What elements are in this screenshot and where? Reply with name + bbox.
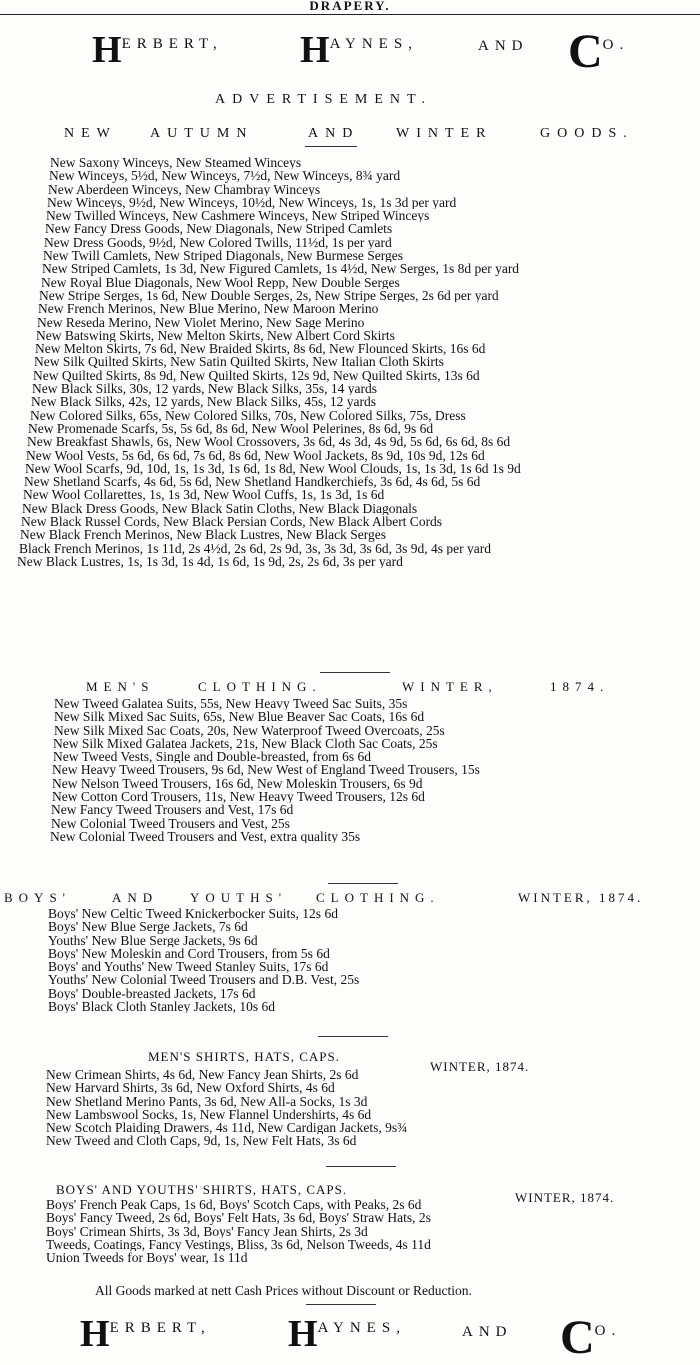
mens-line: New Tweed Vests, Single and Double-breasted, from 6s 6d <box>53 750 371 764</box>
autumn-line: New Twill Camlets, New Striped Diagonals, New Burmese Serges <box>43 249 403 263</box>
autumn-line: New Quilted Skirts, 8s 9d, New Quilted Skirts, 12s 9d, New Quilted Skirts, 13s 6d <box>33 368 480 383</box>
mens-line: New Silk Mixed Sac Suits, 65s, New Blue Beaver Sac Coats, 16s 6d <box>54 710 425 724</box>
mens-word-3: WINTER, <box>402 679 498 694</box>
autumn-line: New Silk Quilted Skirts, New Satin Quilted Skirts, New Italian Cloth Skirts <box>34 355 444 369</box>
section-header: DRAPERY. <box>309 0 391 13</box>
shirts-heading-right: WINTER, 1874. <box>430 1059 530 1074</box>
boys-shirts-list <box>46 1198 700 1264</box>
youth-shirts-heading: BOYS' AND YOUTHS' SHIRTS, HATS, CAPS. <box>56 1182 348 1197</box>
footer-note: All Goods marked at nett Cash Prices without Discount or Reduction. <box>95 1283 472 1298</box>
youth_shirts-line: Boys' French Peak Caps, 1s 6d, Boys' Scotch Caps, with Peaks, 2s 6d <box>46 1198 422 1212</box>
autumn-line: New Reseda Merino, New Violet Merino, New Sage Merino <box>37 315 365 329</box>
autumn-word-2: AUTUMN <box>150 126 254 141</box>
boys-word-4: CLOTHING. <box>316 890 440 905</box>
mens-line: New Silk Mixed Sac Coats, 20s, New Waterproof Tweed Overcoats, 25s <box>54 723 445 737</box>
autumn-line: New Winceys, 9½d, New Winceys, 10½d, New Winceys, 1s, 1s 3d per yard <box>47 195 457 210</box>
shirts-line: New Lambswool Socks, 1s, New Flannel Undershirts, 4s 6d <box>46 1107 372 1122</box>
boys-line: Youths' New Blue Serge Jackets, 9s 6d <box>48 933 258 947</box>
firm-name-top <box>0 25 700 78</box>
boys-word-1: BOYS' <box>4 890 72 905</box>
autumn-line: New Shetland Scarfs, 4s 6d, 5s 6d, New Shetland Handkerchiefs, 3s 6d, 4s 6d, 5s 6d <box>24 475 481 489</box>
autumn-line: New Saxony Winceys, New Steamed Winceys <box>50 156 302 170</box>
autumn-line: New Wool Scarfs, 9d, 10d, 1s, 1s 3d, 1s 6d, 1s 8d, New Wool Clouds, 1s, 1s 3d, 1s 6d 1s 9d <box>25 461 521 476</box>
boys-line: Boys' New Blue Serge Jackets, 7s 6d <box>48 920 248 934</box>
mens-shirts-list <box>46 1068 700 1148</box>
autumn-word-3: AND <box>308 126 360 141</box>
autumn-line: New Winceys, 5½d, New Winceys, 7½d, New Winceys, 8¾ yard <box>49 169 401 183</box>
firm-word-herbert: HERBERT, <box>92 29 223 71</box>
firm-name-bottom <box>0 1311 700 1364</box>
mens-word-4: 1874. <box>550 679 610 694</box>
firm-word-co-bottom: CO. <box>560 1311 622 1364</box>
autumn-line: New Colored Silks, 65s, New Colored Silks, 70s, New Colored Silks, 75s, Dress <box>30 408 466 422</box>
shirts-line: New Shetland Merino Pants, 3s 6d, New All-a Socks, 1s 3d <box>46 1094 368 1108</box>
mens-rule <box>320 672 390 673</box>
mens-word-2: CLOTHING. <box>198 679 322 694</box>
boys-line: Boys' Black Cloth Stanley Jackets, 10s 6d <box>48 1000 276 1014</box>
boys-line: Boys' Double-breasted Jackets, 17s 6d <box>48 986 256 1001</box>
shirts-line: New Tweed and Cloth Caps, 9d, 1s, New Felt Hats, 3s 6d <box>46 1134 357 1148</box>
mens-clothing-list <box>46 697 700 843</box>
mens-line: New Colonial Tweed Trousers and Vest, 25s <box>51 816 290 830</box>
autumn-line: New Breakfast Shawls, 6s, New Wool Crossovers, 3s 6d, 4s 3d, 4s 9d, 5s 6d, 6s 6d, 8s 6d <box>27 435 511 449</box>
autumn-line: New Melton Skirts, 7s 6d, New Braided Skirts, 8s 6d, New Flounced Skirts, 16s 6d <box>35 342 486 356</box>
mens-line: New Heavy Tweed Trousers, 9s 6d, New West of England Tweed Trousers, 15s <box>52 763 480 777</box>
boys-line: Youths' New Colonial Tweed Trousers and D.B. Vest, 25s <box>48 973 360 987</box>
firm-word-haynes: HAYNES, <box>300 29 418 71</box>
autumn-word-1: NEW <box>64 126 117 141</box>
youth_shirts-line: Tweeds, Coatings, Fancy Vestings, Bliss, 3s 6d, Nelson Tweeds, 4s 11d <box>46 1237 431 1252</box>
firm-word-and: AND <box>478 38 529 54</box>
autumn-line: New Wool Collarettes, 1s, 1s 3d, New Wool Cuffs, 1s, 1s 3d, 1s 6d <box>23 488 385 502</box>
shirts-line: New Harvard Shirts, 3s 6d, New Oxford Shirts, 4s 6d <box>46 1081 335 1095</box>
autumn-line: New Batswing Skirts, New Melton Skirts, New Albert Cord Skirts <box>36 328 395 343</box>
mens-line: New Fancy Tweed Trousers and Vest, 17s 6d <box>51 803 294 817</box>
youth_shirts-line: Union Tweeds for Boys' wear, 1s 11d <box>46 1251 248 1265</box>
autumn-line: New Dress Goods, 9½d, New Colored Twills, 11½d, 1s per yard <box>44 235 392 250</box>
youth_shirts-line: Boys' Crimean Shirts, 3s 3d, Boys' Fancy Jean Shirts, 2s 3d <box>46 1224 368 1238</box>
autumn-line: New Black Lustres, 1s, 1s 3d, 1s 4d, 1s 6d, 1s 9d, 2s, 2s 6d, 3s per yard <box>17 554 403 569</box>
autumn-line: New Stripe Serges, 1s 6d, New Double Serges, 2s, New Stripe Serges, 2s 6d per yard <box>39 288 499 303</box>
mens-line: New Cotton Cord Trousers, 11s, New Heavy Tweed Trousers, 12s 6d <box>52 790 425 804</box>
autumn-line: New Aberdeen Winceys, New Chambray Winceys <box>48 182 321 196</box>
header-rule <box>0 14 700 15</box>
autumn-goods-list <box>0 156 700 568</box>
shirts-line: New Crimean Shirts, 4s 6d, New Fancy Jean Shirts, 2s 6d <box>46 1068 359 1082</box>
boys-word-3: YOUTHS' <box>190 890 288 905</box>
autumn-line: New Black French Merinos, New Black Lustres, New Black Serges <box>20 528 387 542</box>
shirts-heading: MEN'S SHIRTS, HATS, CAPS. <box>148 1049 340 1064</box>
mens-word-1: MEN'S <box>86 679 155 694</box>
firm-word-co: CO. <box>568 25 630 78</box>
autumn-line: New Wool Vests, 5s 6d, 6s 6d, 7s 6d, 8s 6d, New Wool Jackets, 8s 9d, 10s 9d, 12s 6d <box>26 448 485 462</box>
autumn-line: New Promenade Scarfs, 5s, 5s 6d, 8s 6d, New Wool Pelerines, 8s 6d, 9s 6d <box>28 421 434 436</box>
boys-line: Boys' and Youths' New Tweed Stanley Suits, 17s 6d <box>48 960 329 974</box>
autumn-line: Black French Merinos, 1s 11d, 2s 4½d, 2s 6d, 2s 9d, 3s, 3s 3d, 3s 6d, 3s 9d, 4s per yard <box>19 541 491 555</box>
autumn-rule <box>305 146 357 147</box>
autumn-line: New Royal Blue Diagonals, New Wool Repp, New Double Serges <box>41 275 400 289</box>
boys-clothing-list <box>48 907 700 1013</box>
youth-shirts-rule <box>326 1166 396 1167</box>
autumn-word-4: WINTER <box>396 126 493 141</box>
autumn-line: New French Merinos, New Blue Merino, New Maroon Merino <box>38 302 379 316</box>
autumn-line: New Striped Camlets, 1s 3d, New Figured Camlets, 1s 4½d, New Serges, 1s 8d per yard <box>42 262 520 276</box>
firm-word-herbert-bottom: HERBERT, <box>80 1313 211 1355</box>
mens-line: New Colonial Tweed Trousers and Vest, extra quality 35s <box>50 829 361 844</box>
autumn-line: New Twilled Winceys, New Cashmere Winceys, New Striped Winceys <box>46 209 430 223</box>
boys-word-2: AND <box>112 890 159 905</box>
mens-line: New Silk Mixed Galatea Jackets, 21s, New Black Cloth Sac Coats, 25s <box>53 736 438 751</box>
shirts-rule <box>318 1036 388 1037</box>
youth_shirts-line: Boys' Fancy Tweed, 2s 6d, Boys' Felt Hats, 3s 6d, Boys' Straw Hats, 2s <box>46 1211 431 1225</box>
autumn-line: New Black Silks, 30s, 12 yards, New Black Silks, 35s, 14 yards <box>32 382 377 396</box>
autumn-line: New Black Silks, 42s, 12 yards, New Black Silks, 45s, 12 yards <box>31 395 376 409</box>
autumn-word-5: GOODS. <box>540 126 634 141</box>
youth-shirts-heading-right: WINTER, 1874. <box>515 1190 615 1205</box>
boys-word-5: WINTER, 1874. <box>518 890 644 905</box>
mens-line: New Tweed Galatea Suits, 55s, New Heavy Tweed Sac Suits, 35s <box>54 697 408 711</box>
boys-line: Boys' New Celtic Tweed Knickerbocker Suits, 12s 6d <box>48 907 338 921</box>
autumn-line: New Fancy Dress Goods, New Diagonals, New Striped Camlets <box>45 222 393 236</box>
boys-rule-top <box>328 883 398 884</box>
footer-rule <box>306 1304 376 1305</box>
autumn-line: New Black Dress Goods, New Black Satin Cloths, New Black Diagonals <box>22 501 418 516</box>
shirts-line: New Scotch Plaiding Drawers, 4s 11d, New Cardigan Jackets, 9s¾ <box>46 1121 408 1135</box>
firm-word-haynes-bottom: HAYNES, <box>288 1313 406 1355</box>
boys-line: Boys' New Moleskin and Cord Trousers, from 5s 6d <box>48 946 330 961</box>
mens-line: New Nelson Tweed Trousers, 16s 6d, New Moleskin Trousers, 6s 9d <box>52 776 423 791</box>
advertisement-heading: ADVERTISEMENT. <box>215 92 433 107</box>
autumn-line: New Black Russel Cords, New Black Persian Cords, New Black Albert Cords <box>21 515 443 529</box>
firm-word-and-bottom: AND <box>462 1324 513 1340</box>
